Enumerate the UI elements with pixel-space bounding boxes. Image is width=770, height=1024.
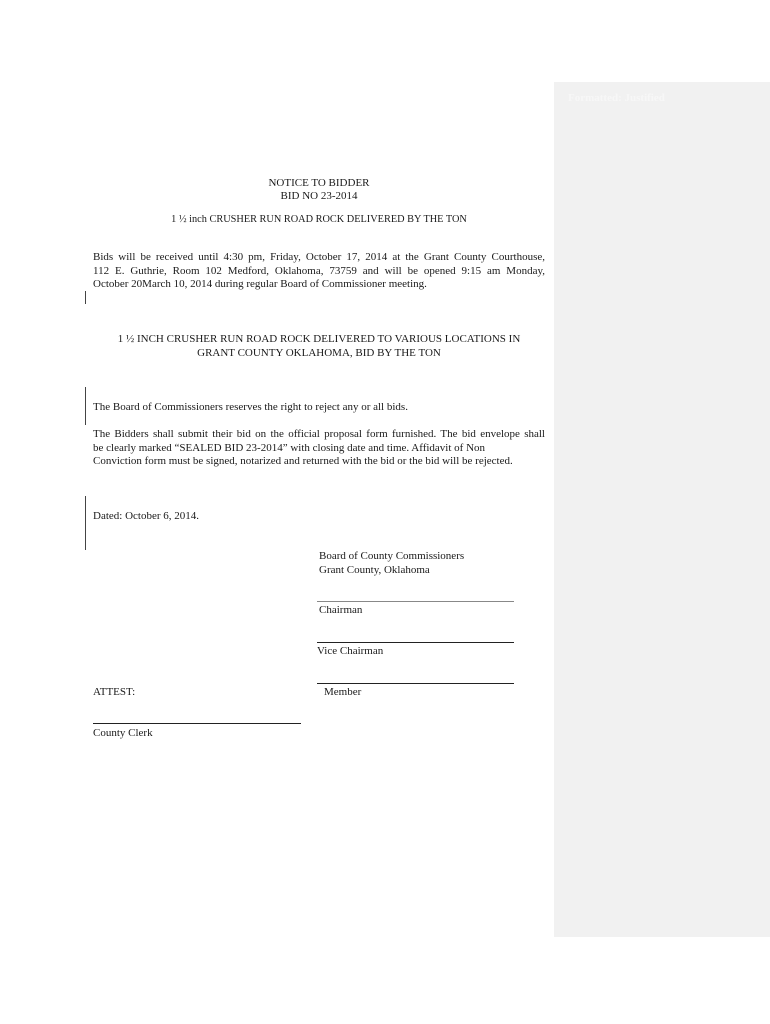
submit-paragraph (93, 428, 545, 469)
change-bar (85, 387, 86, 425)
change-bar (85, 496, 86, 550)
bids-line-1: Bids will be received until 4:30 pm, Friday, October 17, 2014 at the Grant County Courthouse, (93, 251, 545, 263)
bid-subject: 1 ½ inch CRUSHER RUN ROAD ROCK DELIVERED BY THE TON (171, 214, 467, 225)
county-clerk-signature-line (93, 723, 301, 724)
submit-line-2: be clearly marked “SEALED BID 23-2014” with closing date and time. Affidavit of Non (93, 441, 486, 454)
bids-line-3: October 20March 10, 2014 during regular Board of Commissioner meeting. (93, 278, 427, 290)
chairman-label: Chairman (319, 604, 363, 616)
board-name: Board of County Commissioners (319, 550, 465, 562)
board-county: Grant County, Oklahoma (319, 564, 430, 576)
vice-chairman-label: Vice Chairman (317, 645, 384, 657)
change-bar (85, 291, 86, 304)
bids-line-2: 112 E. Guthrie, Room 102 Medford, Oklahoma, 73759 and will be opened 9:15 am Monday, (93, 264, 545, 277)
dated-line: Dated: October 6, 2014. (93, 510, 199, 522)
member-label: Member (324, 686, 362, 698)
county-clerk-label: County Clerk (93, 727, 153, 739)
reject-paragraph: The Board of Commissioners reserves the right to reject any or all bids. (93, 401, 408, 413)
chairman-signature-line (317, 601, 514, 602)
notice-title: NOTICE TO BIDDER (268, 177, 370, 189)
heading-line-1: 1 ½ INCH CRUSHER RUN ROAD ROCK DELIVERED TO VARIOUS LOCATIONS IN (117, 333, 521, 345)
submit-line-1: The Bidders shall submit their bid on the official proposal form furnished. The bid envelope shall (93, 428, 545, 440)
comment-title[interactable]: Formatted: Justified (568, 92, 665, 104)
comment-pane[interactable] (554, 82, 770, 937)
submit-line-3: Conviction form must be signed, notarized and returned with the bid or the bid will be rejected. (93, 455, 513, 467)
bid-number: BID NO 23-2014 (280, 190, 358, 202)
vice-chairman-signature-line (317, 642, 514, 643)
attest-label: ATTEST: (93, 686, 136, 698)
heading-line-2: GRANT COUNTY OKLAHOMA, BID BY THE TON (197, 347, 441, 359)
bids-paragraph (93, 251, 545, 292)
member-signature-line (317, 683, 514, 684)
